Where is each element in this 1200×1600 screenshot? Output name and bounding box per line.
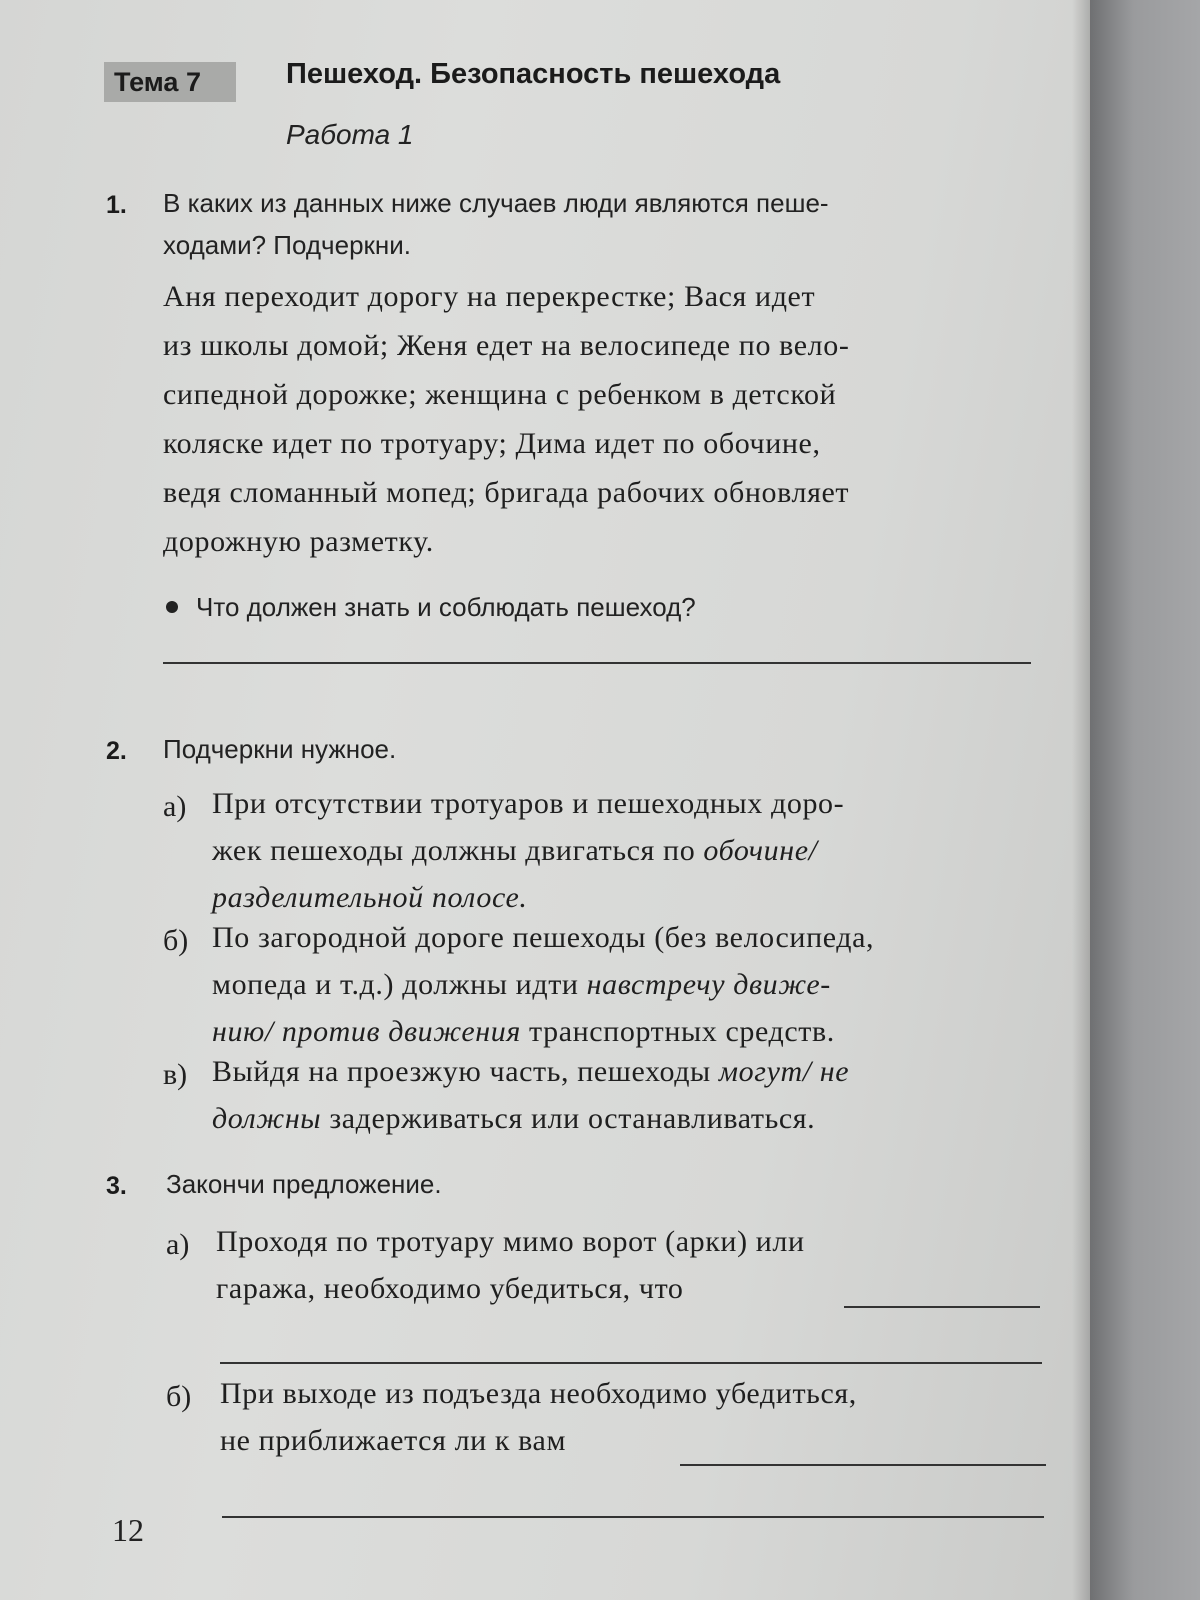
task2-item-a-line-2-plain: жек пешеходы должны двигаться по: [212, 834, 704, 867]
task3-item-a-answer-line-1[interactable]: [844, 1306, 1040, 1308]
task3-item-b-line-2: не приближается ли к вам: [220, 1424, 567, 1457]
task3-item-a-answer-line-2[interactable]: [220, 1362, 1042, 1364]
task3-item-a-line-2: гаража, необходимо убедиться, что: [216, 1272, 684, 1305]
work-title: Работа 1: [286, 119, 414, 150]
topic-title: Пешеход. Безопасность пешехода: [286, 58, 781, 90]
task2-item-b-line-1: По загородной дороге пешеходы (без велосипеда,: [212, 921, 875, 954]
task2-item-a-letter: а): [163, 790, 187, 823]
task2-item-b-line-2: [212, 961, 831, 1008]
task1-text-line-4: коляске идет по тротуару; Дима идет по обочине,: [163, 427, 821, 460]
task1-question-line-2: ходами? Подчеркни.: [163, 230, 412, 260]
task2-instruction: Подчеркни нужное.: [163, 734, 397, 764]
task2-item-a-line-2: [212, 827, 818, 874]
task2-item-b-option-2: нию/ против движения: [212, 1015, 521, 1048]
task1-text-line-6: дорожную разметку.: [163, 525, 434, 558]
task3-item-a-letter: а): [166, 1228, 190, 1261]
task2-number: 2.: [106, 737, 127, 765]
task1-bullet-question: Что должен знать и соблюдать пешеход?: [196, 592, 696, 622]
task1-answer-line[interactable]: [163, 662, 1031, 664]
task3-item-b-letter: б): [166, 1380, 192, 1413]
page-number: 12: [112, 1512, 144, 1548]
task2-item-c-line-2-plain: задерживаться или останавливаться.: [321, 1102, 816, 1135]
task3-item-a-line-1: Проходя по тротуару мимо ворот (арки) или: [216, 1225, 805, 1258]
task2-item-c-line-1: [212, 1048, 849, 1095]
task1-text-line-2: из школы домой; Женя едет на велосипеде по вело-: [163, 329, 850, 362]
task3-instruction: Закончи предложение.: [166, 1169, 442, 1199]
task2-item-c-letter: в): [163, 1058, 188, 1091]
task2-item-b-line-2-plain: мопеда и т.д.) должны идти: [212, 968, 587, 1001]
task2-item-b-option-1: навстречу движе-: [586, 968, 831, 1001]
task2-item-b-letter: б): [163, 924, 189, 957]
topic-label: Тема 7: [104, 62, 236, 102]
task1-question-line-1: В каких из данных ниже случаев люди являются пеше-: [163, 188, 829, 218]
task2-item-c-option-2: должны: [212, 1102, 322, 1135]
task3-item-b-answer-line-2[interactable]: [222, 1516, 1044, 1518]
task3-number: 3.: [106, 1172, 127, 1200]
task2-item-c-line-1-plain: Выйдя на проезжую часть, пешеходы: [212, 1055, 719, 1088]
task1-text-line-5: ведя сломанный мопед; бригада рабочих обновляет: [163, 476, 850, 509]
bullet-icon: [166, 601, 178, 613]
task2-item-b-line-3-plain: транспортных средств.: [520, 1015, 835, 1048]
task2-item-c-line-2: [212, 1095, 815, 1142]
task2-item-a-option-2: разделительной полосе.: [212, 881, 528, 914]
task1-text-line-3: сипедной дорожке; женщина с ребенком в детской: [163, 378, 837, 411]
task2-item-c-option-1: могут/ не: [718, 1055, 850, 1088]
task2-item-a-option-1: обочине/: [703, 834, 818, 867]
next-page-edge: [1090, 0, 1200, 1600]
task3-item-b-line-1: При выходе из подъезда необходимо убедиться,: [220, 1377, 857, 1410]
task3-item-b-answer-line-1[interactable]: [680, 1464, 1046, 1466]
task2-item-a-line-1: При отсутствии тротуаров и пешеходных доро-: [212, 787, 845, 820]
task1-text-line-1: Аня переходит дорогу на перекрестке; Вася идет: [163, 280, 816, 313]
task1-number: 1.: [106, 191, 127, 219]
